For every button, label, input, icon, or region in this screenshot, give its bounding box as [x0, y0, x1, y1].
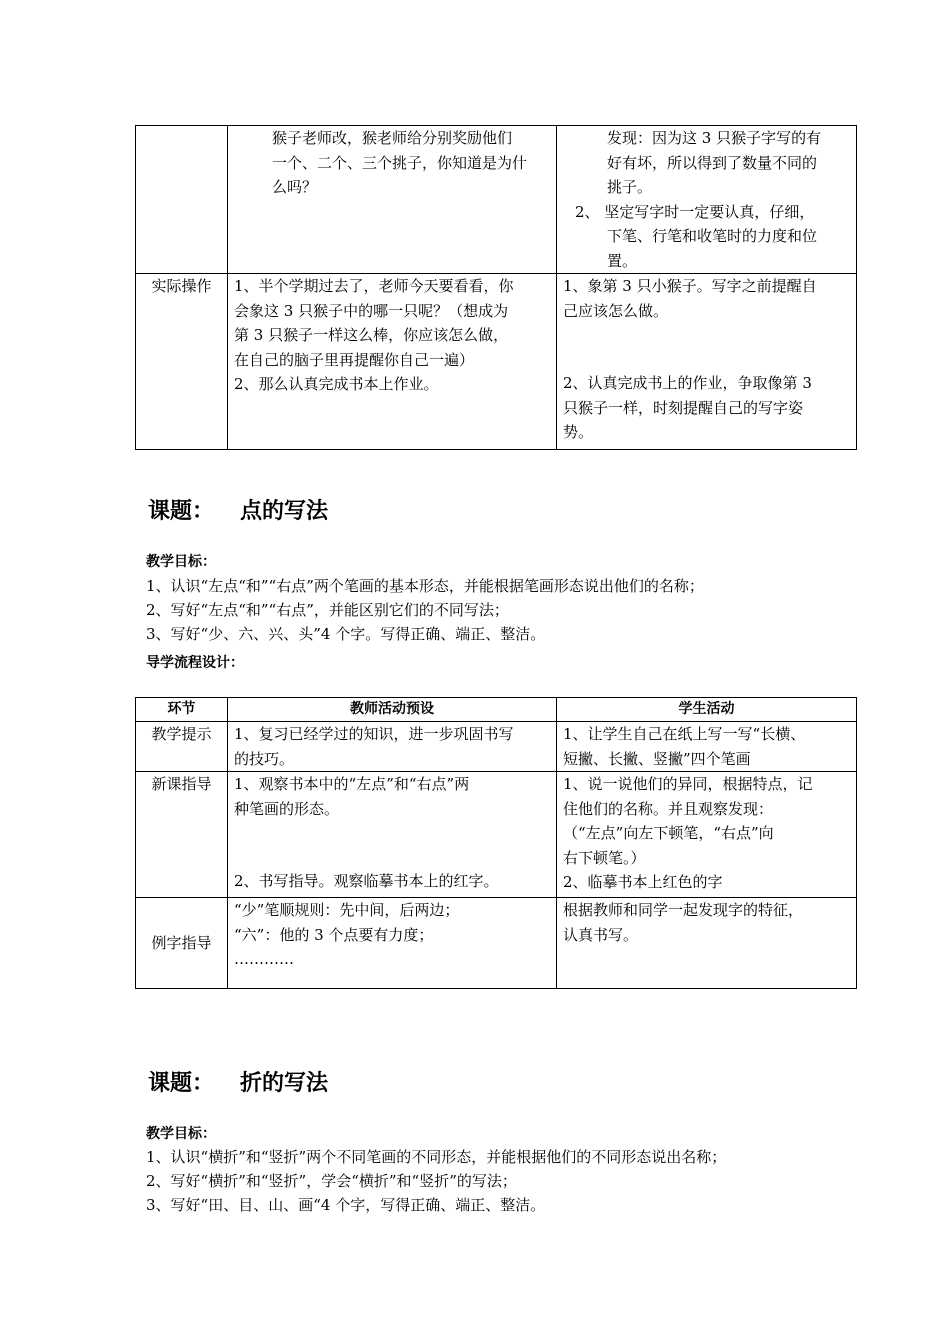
text-line: 猴子老师改，猴老师给分别奖励他们: [272, 129, 513, 147]
text-line: 根据教师和同学一起发现字的特征，: [563, 901, 804, 919]
text-line: 1、半个学期过去了，老师今天要看看，你: [234, 277, 514, 295]
text-line: 会象这 3 只猴子中的哪一只呢？（想成为: [234, 301, 509, 320]
table-row: [136, 722, 857, 772]
text-line: 在自己的脑子里再提醒你自己一遍）: [234, 350, 475, 369]
text-line: 认真书写。: [563, 925, 639, 944]
goal-item: 3、写好“田、目、山、画“4 个字，写得正确、端正、整洁。: [146, 1196, 546, 1214]
text-line: 右下顿笔。）: [563, 848, 646, 867]
text-line: 一个、二个、三个挑子，你知道是为什: [272, 153, 528, 172]
student-activity-cell: [557, 722, 857, 772]
goals-list: [146, 574, 704, 646]
text-line: 2、书写指导。观察临摹书本上的红字。: [234, 872, 499, 890]
stage-cell: 实际操作: [136, 274, 228, 450]
student-activity-cell: [557, 772, 857, 898]
text-line: 1、让学生自己在纸上写一写“长横、: [563, 725, 806, 743]
text-line: 挑子。: [607, 178, 653, 196]
student-activity-cell: [557, 274, 857, 450]
text-line: 势。: [563, 423, 594, 441]
table-row: [136, 126, 857, 274]
lesson-title: 折的写法: [240, 1071, 329, 1096]
lesson-heading: [148, 494, 328, 525]
text-line: 2、那么认真完成书本上作业。: [234, 375, 439, 393]
table-row: [136, 898, 857, 989]
goal-item: 2、写好“左点“和”“右点”，并能区别它们的不同写法；: [146, 601, 509, 619]
column-header: 环节: [136, 698, 228, 722]
text-line: 置。: [607, 251, 638, 270]
lesson-label: 课题：: [148, 499, 215, 524]
goal-item: 1、认识“横折”和“竖折”两个不同笔画的不同形态，并能根据他们的不同形态说出名称；: [146, 1148, 727, 1166]
stage-cell: 教学提示: [136, 722, 228, 772]
student-activity-cell: [557, 898, 857, 989]
table-row: [136, 274, 857, 450]
text-line: 好有坏，所以得到了数量不同的: [607, 153, 818, 172]
text-line: …………: [234, 950, 294, 968]
text-line: 只猴子一样，时刻提醒自己的写字姿: [563, 398, 804, 417]
text-line: （“左点”向左下顿笔，“右点”向: [563, 824, 774, 842]
lesson-title: 点的写法: [240, 499, 329, 524]
goals-title: 教学目标：: [146, 554, 216, 570]
text-line: 2、认真完成书上的作业，争取像第 3: [563, 374, 812, 392]
text-line: 第 3 只猴子一样这么棒，你应该怎么做，: [234, 326, 509, 344]
column-header: 学生活动: [557, 698, 857, 722]
text-line: 住他们的名称。并且观察发现：: [563, 799, 774, 818]
text-line: 1、观察书本中的“左点”和“右点”两: [234, 775, 470, 793]
stage-cell: 例字指导: [136, 898, 228, 989]
teacher-activity-cell: [228, 772, 557, 898]
flow-title: 导学流程设计：: [146, 655, 244, 671]
teacher-activity-cell: [228, 126, 557, 274]
text-line: 的技巧。: [234, 749, 295, 768]
text-line: “六”：他的 3 个点要有力度；: [234, 925, 434, 944]
goals-list: [146, 1145, 726, 1217]
goals-title: 教学目标：: [146, 1126, 216, 1142]
text-line: 种笔画的形态。: [234, 799, 340, 818]
goal-item: 2、写好“横折”和“竖折”，学会“横折”和“竖折”的写法；: [146, 1172, 517, 1190]
text-line: 发现：因为这 3 只猴子字写的有: [607, 129, 822, 147]
goal-item: 1、认识“左点“和”“右点”两个笔画的基本形态，并能根据笔画形态说出他们的名称；: [146, 577, 704, 595]
text-line: 己应该怎么做。: [563, 301, 669, 320]
goal-item: 3、写好“少、六、兴、头”4 个字。写得正确、端正、整洁。: [146, 625, 546, 643]
teacher-activity-cell: [228, 274, 557, 450]
lesson-table-continued: [135, 125, 857, 450]
student-activity-cell: [557, 126, 857, 274]
flow-table: [135, 697, 857, 989]
text-line: “少”笔顺规则：先中间，后两边；: [234, 901, 460, 919]
text-line: 2、临摹书本上红色的字: [563, 873, 723, 891]
text-line: 么吗？: [272, 178, 318, 196]
teacher-activity-cell: [228, 898, 557, 989]
lesson-heading: [148, 1066, 328, 1097]
text-line: 短撇、长撇、竖撇”四个笔画: [563, 749, 751, 768]
text-line: 1、复习已经学过的知识，进一步巩固书写: [234, 725, 514, 743]
stage-cell: [136, 126, 228, 274]
table-row: [136, 772, 857, 898]
stage-cell: 新课指导: [136, 772, 228, 898]
column-header: 教师活动预设: [228, 698, 557, 722]
text-line: 1、象第 3 只小猴子。写字之前提醒自: [563, 277, 817, 295]
text-line: 下笔、行笔和收笔时的力度和位: [607, 227, 818, 245]
teacher-activity-cell: [228, 722, 557, 772]
text-line: 1、说一说他们的异同，根据特点，记: [563, 775, 813, 793]
lesson-label: 课题：: [148, 1071, 215, 1096]
text-line: 2、 坚定写字时一定要认真，仔细，: [575, 202, 815, 221]
table-header-row: [136, 698, 857, 722]
